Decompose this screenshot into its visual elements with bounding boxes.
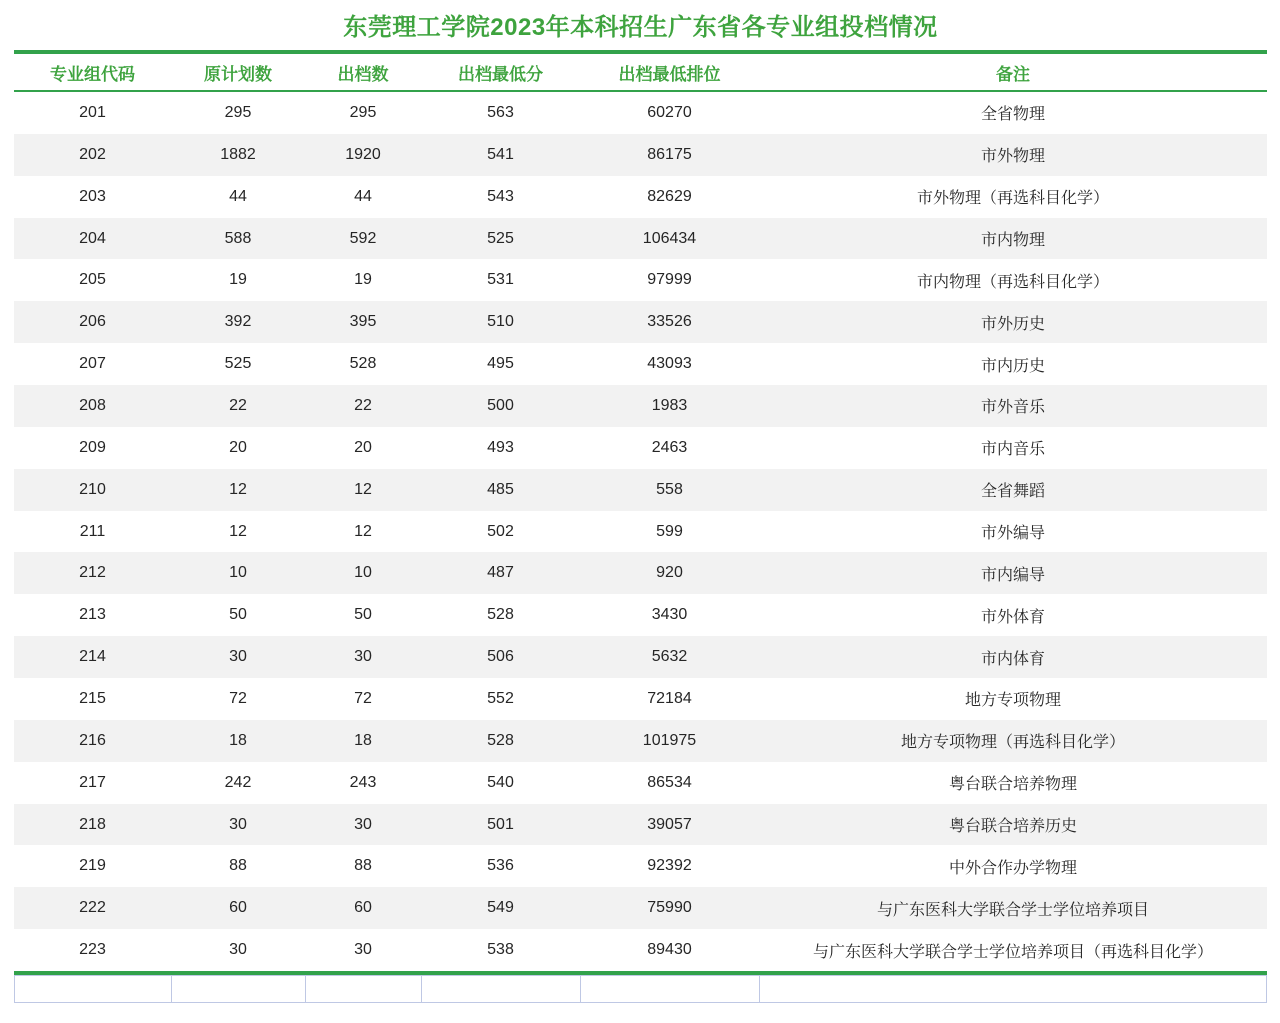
cell-min-rank: 43093 (647, 355, 692, 373)
cell-min-score: 510 (487, 313, 514, 331)
cell-min-score: 563 (487, 103, 514, 121)
cell-min-rank: 39057 (647, 815, 692, 833)
cell-remark: 市外编导 (980, 525, 1045, 543)
cell-group-code: 210 (79, 480, 106, 498)
cell-min-rank: 92392 (647, 857, 692, 875)
cell-group-code: 215 (79, 689, 106, 707)
cell-min-rank: 86534 (647, 773, 692, 791)
admission-table-sheet (14, 6, 1267, 1003)
cell-group-code: 206 (79, 313, 106, 331)
cell-min-rank: 5632 (651, 648, 688, 666)
cell-admitted-count: 19 (354, 271, 372, 289)
cell-min-score: 549 (487, 899, 514, 917)
column-header-group-code: 专业组代码 (50, 64, 135, 84)
cell-min-rank: 60270 (647, 103, 692, 121)
cell-min-rank: 106434 (642, 229, 697, 247)
empty-grid-cell[interactable] (171, 976, 305, 1002)
cell-remark: 粤台联合培养物理 (948, 776, 1077, 794)
cell-remark: 市外音乐 (980, 399, 1045, 417)
cell-remark: 市外物理 (980, 148, 1045, 166)
cell-planned-count: 60 (229, 899, 247, 917)
cell-remark: 全省舞蹈 (980, 483, 1045, 501)
page-title: 东莞理工学院2023年本科招生广东省各专业组投档情况 (343, 14, 938, 41)
cell-planned-count: 392 (224, 313, 252, 331)
cell-admitted-count: 12 (354, 480, 372, 498)
cell-planned-count: 525 (224, 355, 252, 373)
cell-min-rank: 33526 (647, 313, 692, 331)
cell-min-score: 552 (487, 689, 514, 707)
cell-remark: 市外体育 (980, 608, 1045, 626)
cell-min-rank: 2463 (651, 438, 688, 456)
table-row (14, 762, 1267, 804)
table-row (14, 594, 1267, 636)
cell-remark: 市内编导 (980, 566, 1045, 584)
cell-min-score: 528 (487, 731, 514, 749)
cell-planned-count: 295 (224, 103, 252, 121)
cell-min-rank: 599 (656, 522, 683, 540)
cell-planned-count: 19 (229, 271, 247, 289)
column-header-min-rank: 出档最低排位 (618, 64, 721, 84)
spreadsheet-empty-row (14, 975, 1267, 1003)
cell-planned-count: 22 (229, 396, 247, 414)
cell-group-code: 209 (79, 438, 106, 456)
cell-min-rank: 101975 (642, 731, 697, 749)
cell-remark: 粤台联合培养历史 (948, 818, 1077, 836)
table-row (14, 804, 1267, 846)
cell-planned-count: 242 (224, 773, 252, 791)
cell-remark: 市内物理 (980, 232, 1045, 249)
cell-min-rank: 86175 (647, 145, 692, 163)
cell-min-rank: 89430 (647, 941, 692, 959)
cell-group-code: 203 (79, 187, 106, 205)
cell-admitted-count: 30 (354, 941, 372, 959)
cell-planned-count: 88 (229, 857, 247, 875)
cell-min-score: 506 (487, 648, 514, 666)
cell-admitted-count: 18 (354, 731, 372, 749)
cell-admitted-count: 528 (349, 355, 377, 373)
cell-group-code: 213 (79, 606, 106, 624)
cell-min-score: 540 (487, 773, 514, 791)
table-row (14, 636, 1267, 678)
cell-admitted-count: 1920 (345, 145, 381, 163)
cell-min-rank: 558 (656, 480, 683, 498)
cell-planned-count: 20 (229, 438, 247, 456)
table-row (14, 929, 1267, 971)
cell-admitted-count: 12 (354, 522, 372, 540)
cell-group-code: 208 (79, 396, 106, 414)
empty-grid-cell[interactable] (421, 976, 580, 1002)
cell-min-score: 501 (487, 815, 514, 833)
cell-planned-count: 30 (229, 648, 247, 666)
table-row (14, 385, 1267, 427)
table-row (14, 511, 1267, 553)
table-row (14, 678, 1267, 720)
table-body (14, 92, 1267, 971)
column-header-remark: 备注 (996, 64, 1030, 84)
cell-admitted-count: 295 (349, 103, 377, 121)
table-row (14, 343, 1267, 385)
cell-group-code: 222 (79, 899, 106, 917)
cell-group-code: 216 (79, 731, 106, 749)
empty-grid-cell[interactable] (580, 976, 759, 1002)
table-row (14, 259, 1267, 301)
cell-planned-count: 30 (229, 815, 247, 833)
table-header-row (14, 54, 1267, 90)
table-row (14, 469, 1267, 511)
table-row (14, 176, 1267, 218)
cell-remark: 市外历史 (980, 315, 1045, 333)
cell-min-score: 541 (487, 145, 514, 163)
cell-planned-count: 12 (229, 522, 247, 540)
cell-group-code: 205 (79, 271, 106, 289)
cell-admitted-count: 243 (349, 773, 377, 791)
cell-admitted-count: 44 (354, 187, 372, 205)
cell-remark: 地方专项物理 (964, 692, 1061, 710)
table-row (14, 845, 1267, 887)
cell-admitted-count: 30 (354, 648, 372, 666)
cell-group-code: 214 (79, 648, 106, 666)
table-row (14, 92, 1267, 134)
cell-min-rank: 920 (656, 564, 683, 582)
column-header-min-score: 出档最低分 (458, 64, 543, 84)
cell-planned-count: 44 (229, 187, 247, 205)
table-row (14, 720, 1267, 762)
cell-admitted-count: 72 (354, 689, 372, 707)
table-row (14, 552, 1267, 594)
cell-admitted-count: 395 (349, 313, 377, 331)
cell-admitted-count: 60 (354, 899, 372, 917)
cell-remark: 地方专项物理（再选科目化学） (900, 734, 1125, 752)
cell-min-score: 531 (487, 271, 514, 289)
cell-group-code: 218 (79, 815, 106, 833)
cell-planned-count: 1882 (220, 145, 256, 163)
column-header-planned-count: 原计划数 (204, 64, 272, 84)
cell-planned-count: 588 (224, 229, 252, 247)
cell-remark: 市内历史 (980, 357, 1045, 375)
cell-admitted-count: 20 (354, 438, 372, 456)
cell-planned-count: 30 (229, 941, 247, 959)
cell-min-score: 538 (487, 941, 514, 959)
cell-group-code: 202 (79, 145, 106, 163)
cell-planned-count: 50 (229, 606, 247, 624)
cell-remark: 市内体育 (980, 650, 1045, 668)
table-row (14, 887, 1267, 929)
table-row (14, 301, 1267, 343)
table-row (14, 134, 1267, 176)
cell-remark: 全省物理 (980, 106, 1045, 124)
cell-group-code: 207 (79, 355, 106, 373)
empty-grid-cell[interactable] (14, 976, 171, 1002)
cell-min-rank: 75990 (647, 899, 692, 917)
cell-min-rank: 97999 (647, 271, 692, 289)
cell-planned-count: 18 (229, 731, 247, 749)
cell-planned-count: 12 (229, 480, 247, 498)
cell-min-score: 502 (487, 522, 514, 540)
cell-min-score: 543 (487, 187, 514, 205)
cell-min-score: 493 (487, 438, 514, 456)
cell-admitted-count: 30 (354, 815, 372, 833)
table-row (14, 427, 1267, 469)
cell-admitted-count: 592 (349, 229, 377, 247)
cell-planned-count: 72 (229, 689, 247, 707)
cell-min-score: 528 (487, 606, 514, 624)
cell-group-code: 201 (79, 103, 106, 121)
cell-remark: 市内音乐 (980, 441, 1045, 459)
cell-remark: 市内物理（再选科目化学） (916, 273, 1109, 291)
cell-min-rank: 3430 (651, 606, 688, 624)
cell-group-code: 217 (79, 773, 106, 791)
cell-group-code: 219 (79, 857, 106, 875)
cell-planned-count: 10 (229, 564, 247, 582)
cell-admitted-count: 22 (354, 396, 372, 414)
cell-remark: 市外物理（再选科目化学） (916, 190, 1109, 208)
cell-min-rank: 72184 (647, 689, 692, 707)
cell-admitted-count: 50 (354, 606, 372, 624)
cell-min-score: 525 (487, 229, 514, 247)
cell-admitted-count: 10 (354, 564, 372, 582)
cell-min-rank: 1983 (651, 396, 688, 414)
cell-min-score: 487 (487, 564, 514, 582)
cell-min-score: 500 (487, 396, 514, 414)
empty-grid-cell[interactable] (759, 976, 1267, 1002)
cell-min-rank: 82629 (647, 187, 692, 205)
empty-grid-cell[interactable] (305, 976, 421, 1002)
cell-group-code: 211 (79, 522, 106, 540)
cell-group-code: 212 (79, 564, 106, 582)
column-header-admitted-count: 出档数 (337, 64, 389, 84)
cell-min-score: 485 (487, 480, 514, 498)
cell-admitted-count: 88 (354, 857, 372, 875)
cell-min-score: 536 (487, 857, 514, 875)
cell-remark: 中外合作办学物理 (948, 859, 1077, 877)
cell-group-code: 223 (79, 941, 106, 959)
table-row (14, 218, 1267, 260)
cell-remark: 与广东医科大学联合学士学位培养项目 (876, 901, 1149, 919)
cell-remark: 与广东医科大学联合学士学位培养项目（再选科目化学） (812, 943, 1213, 961)
cell-min-score: 495 (487, 355, 514, 373)
cell-group-code: 204 (79, 229, 106, 247)
